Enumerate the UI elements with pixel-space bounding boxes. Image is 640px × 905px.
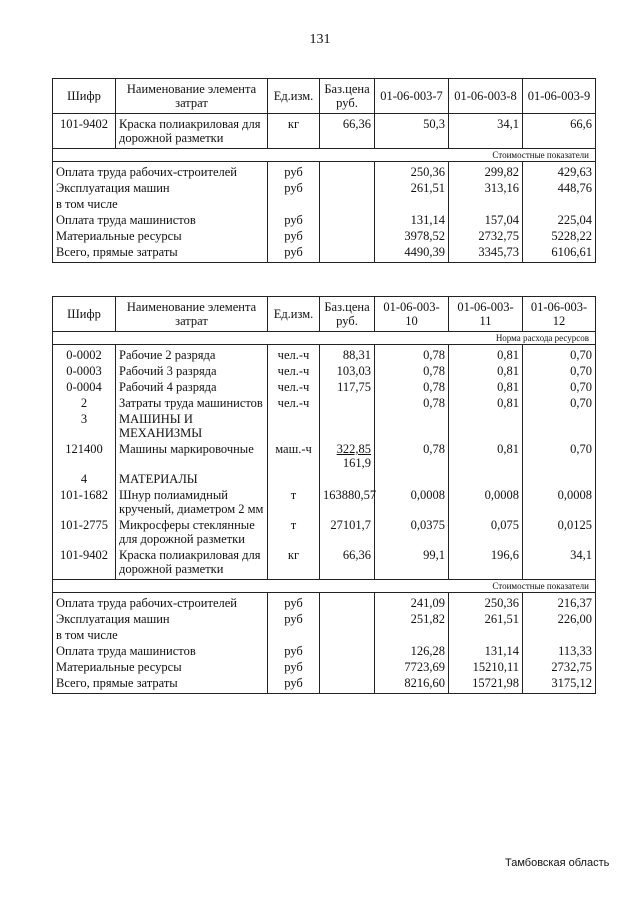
row-value-1: 99,1 <box>375 547 449 580</box>
cost-value-1 <box>375 627 449 643</box>
cost-name: Оплата труда рабочих-строителей <box>53 593 268 612</box>
header-col2: 01-06-003-8 <box>449 79 523 114</box>
cost-row <box>53 228 596 244</box>
cost-unit: руб <box>268 675 320 694</box>
row-value-1: 0,78 <box>375 395 449 411</box>
cost-row <box>53 611 596 627</box>
row-value-2: 0,81 <box>449 363 523 379</box>
row-price <box>320 487 375 517</box>
row-value-3: 34,1 <box>523 547 596 580</box>
cost-name: Материальные ресурсы <box>53 659 268 675</box>
row-value-1 <box>375 411 449 441</box>
cost-value-2: 157,04 <box>449 212 523 228</box>
row-value-2: 34,1 <box>449 114 523 149</box>
cost-value-3: 2732,75 <box>523 659 596 675</box>
row-price-value: 88,31 <box>342 348 371 362</box>
header-unit: Ед.изм. <box>268 79 320 114</box>
cost-price <box>320 643 375 659</box>
row-price <box>320 547 375 580</box>
cost-value-2: 250,36 <box>449 593 523 612</box>
row-code: 0-0002 <box>53 345 116 364</box>
cost-value-2: 313,16 <box>449 180 523 196</box>
cost-value-2: 3345,73 <box>449 244 523 263</box>
section-separator <box>53 149 596 162</box>
row-price-value: 27101,7 <box>330 518 371 532</box>
cost-value-3: 429,63 <box>523 162 596 181</box>
section-label: Стоимостные показатели <box>53 580 596 593</box>
row-price <box>320 411 375 441</box>
cost-row <box>53 212 596 228</box>
cost-unit: руб <box>268 643 320 659</box>
row-unit: т <box>268 487 320 517</box>
cost-price <box>320 659 375 675</box>
header-price: Баз.цена руб. <box>320 297 375 332</box>
row-value-3: 0,0008 <box>523 487 596 517</box>
cost-value-1: 7723,69 <box>375 659 449 675</box>
row-name: МАШИНЫ И МЕХАНИЗМЫ <box>116 411 268 441</box>
row-unit: маш.-ч <box>268 441 320 471</box>
page-number: 131 <box>309 32 331 47</box>
table-row <box>53 411 596 441</box>
section-label: Норма расхода ресурсов <box>53 332 596 345</box>
cost-value-3: 448,76 <box>523 180 596 196</box>
row-unit: чел.-ч <box>268 395 320 411</box>
cost-row <box>53 643 596 659</box>
cost-value-3: 5228,22 <box>523 228 596 244</box>
cost-row <box>53 162 596 181</box>
row-code: 2 <box>53 395 116 411</box>
cost-row <box>53 180 596 196</box>
table-row <box>53 547 596 580</box>
row-price <box>320 345 375 364</box>
row-unit <box>268 411 320 441</box>
cost-value-3: 3175,12 <box>523 675 596 694</box>
row-code: 4 <box>53 471 116 487</box>
header-price: Баз.цена руб. <box>320 79 375 114</box>
cost-price <box>320 627 375 643</box>
cost-name: Эксплуатация машин <box>53 611 268 627</box>
row-value-1 <box>375 471 449 487</box>
cost-value-2 <box>449 196 523 212</box>
row-value-3 <box>523 411 596 441</box>
row-price <box>320 379 375 395</box>
row-code: 121400 <box>53 441 116 471</box>
table-header-row <box>53 297 596 332</box>
cost-row <box>53 659 596 675</box>
row-value-1: 0,0008 <box>375 487 449 517</box>
header-col1: 01-06-003-7 <box>375 79 449 114</box>
row-unit: чел.-ч <box>268 363 320 379</box>
row-price-value: 322,85 <box>336 442 371 456</box>
cost-value-3: 113,33 <box>523 643 596 659</box>
cost-price <box>320 196 375 212</box>
table-row <box>53 379 596 395</box>
header-code: Шифр <box>53 297 116 332</box>
cost-price <box>320 611 375 627</box>
row-value-2: 0,81 <box>449 379 523 395</box>
estimate-table-2 <box>52 296 596 694</box>
cost-value-1: 3978,52 <box>375 228 449 244</box>
row-price <box>320 471 375 487</box>
cost-value-1: 250,36 <box>375 162 449 181</box>
row-code: 3 <box>53 411 116 441</box>
row-price-value: 66,36 <box>342 548 371 562</box>
cost-price <box>320 180 375 196</box>
row-code: 101-9402 <box>53 547 116 580</box>
row-value-3: 66,6 <box>523 114 596 149</box>
cost-row <box>53 675 596 694</box>
row-code: 101-1682 <box>53 487 116 517</box>
row-value-3 <box>523 471 596 487</box>
row-value-1: 0,78 <box>375 379 449 395</box>
cost-unit <box>268 627 320 643</box>
cost-value-3 <box>523 627 596 643</box>
row-value-3: 0,70 <box>523 379 596 395</box>
cost-row <box>53 244 596 263</box>
header-name: Наименование элемента затрат <box>116 79 268 114</box>
cost-value-1: 4490,39 <box>375 244 449 263</box>
row-value-3: 0,70 <box>523 441 596 471</box>
row-value-1: 0,0375 <box>375 517 449 547</box>
cost-unit: руб <box>268 659 320 675</box>
row-unit: кг <box>268 547 320 580</box>
header-col3: 01-06-003-12 <box>523 297 596 332</box>
cost-price <box>320 162 375 181</box>
header-code: Шифр <box>53 79 116 114</box>
cost-value-2: 299,82 <box>449 162 523 181</box>
cost-name: Эксплуатация машин <box>53 180 268 196</box>
row-value-3: 0,70 <box>523 345 596 364</box>
cost-unit: руб <box>268 228 320 244</box>
cost-unit: руб <box>268 212 320 228</box>
table-row <box>53 395 596 411</box>
cost-value-1: 241,09 <box>375 593 449 612</box>
cost-name: Всего, прямые затраты <box>53 675 268 694</box>
cost-price <box>320 244 375 263</box>
row-name: МАТЕРИАЛЫ <box>116 471 268 487</box>
footer-region: Тамбовская область <box>505 857 610 869</box>
cost-value-1: 131,14 <box>375 212 449 228</box>
cost-unit: руб <box>268 180 320 196</box>
row-name: Затраты труда машинистов <box>116 395 268 411</box>
row-price-value: 163880,57 <box>323 488 377 502</box>
header-col3: 01-06-003-9 <box>523 79 596 114</box>
cost-name: Оплата труда машинистов <box>53 212 268 228</box>
row-value-2: 0,81 <box>449 395 523 411</box>
row-unit: т <box>268 517 320 547</box>
row-value-2: 0,81 <box>449 441 523 471</box>
cost-price <box>320 228 375 244</box>
cost-value-2: 15721,98 <box>449 675 523 694</box>
header-name: Наименование элемента затрат <box>116 297 268 332</box>
row-name: Рабочий 3 разряда <box>116 363 268 379</box>
row-price <box>320 395 375 411</box>
row-code: 101-2775 <box>53 517 116 547</box>
cost-value-1: 8216,60 <box>375 675 449 694</box>
row-price-value: 117,75 <box>337 380 371 394</box>
row-name: Рабочий 4 разряда <box>116 379 268 395</box>
row-price <box>320 441 375 471</box>
header-unit: Ед.изм. <box>268 297 320 332</box>
section-separator <box>53 332 596 345</box>
cost-name: Оплата труда машинистов <box>53 643 268 659</box>
row-code: 0-0004 <box>53 379 116 395</box>
cost-name: Всего, прямые затраты <box>53 244 268 263</box>
row-price-value: 103,03 <box>336 364 371 378</box>
cost-value-1: 261,51 <box>375 180 449 196</box>
table-row <box>53 345 596 364</box>
row-unit: кг <box>268 114 320 149</box>
cost-value-3: 216,37 <box>523 593 596 612</box>
cost-price <box>320 212 375 228</box>
section-separator <box>53 580 596 593</box>
cost-unit <box>268 196 320 212</box>
row-name: Микросферы стеклянные для дорожной разметки <box>116 517 268 547</box>
row-value-1: 0,78 <box>375 345 449 364</box>
row-name: Рабочие 2 разряда <box>116 345 268 364</box>
cost-name: в том числе <box>53 627 268 643</box>
cost-unit: руб <box>268 162 320 181</box>
row-value-2 <box>449 471 523 487</box>
row-name: Шнур полиамидный крученый, диаметром 2 мм <box>116 487 268 517</box>
cost-price <box>320 593 375 612</box>
header-col1: 01-06-003-10 <box>375 297 449 332</box>
cost-unit: руб <box>268 611 320 627</box>
cost-row <box>53 593 596 612</box>
cost-value-2: 2732,75 <box>449 228 523 244</box>
row-value-3: 0,0125 <box>523 517 596 547</box>
row-unit: чел.-ч <box>268 345 320 364</box>
row-value-2 <box>449 411 523 441</box>
cost-row <box>53 627 596 643</box>
cost-name: в том числе <box>53 196 268 212</box>
cost-value-3: 6106,61 <box>523 244 596 263</box>
table-header-row <box>53 79 596 114</box>
header-col2: 01-06-003-11 <box>449 297 523 332</box>
estimate-table-1 <box>52 78 596 263</box>
table-row <box>53 487 596 517</box>
table-row <box>53 471 596 487</box>
table-row <box>53 517 596 547</box>
row-name: Краска полиакриловая для дорожной разметки <box>116 547 268 580</box>
row-unit <box>268 471 320 487</box>
row-price: 66,36 <box>320 114 375 149</box>
cost-name: Материальные ресурсы <box>53 228 268 244</box>
cost-unit: руб <box>268 244 320 263</box>
row-name: Машины маркировочные <box>116 441 268 471</box>
cost-value-3: 225,04 <box>523 212 596 228</box>
table-row <box>53 363 596 379</box>
cost-value-1 <box>375 196 449 212</box>
cost-value-1: 251,82 <box>375 611 449 627</box>
row-value-3: 0,70 <box>523 395 596 411</box>
row-price-secondary: 161,9 <box>342 456 371 470</box>
cost-unit: руб <box>268 593 320 612</box>
cost-value-2: 261,51 <box>449 611 523 627</box>
cost-value-3 <box>523 196 596 212</box>
cost-name: Оплата труда рабочих-строителей <box>53 162 268 181</box>
row-value-1: 0,78 <box>375 363 449 379</box>
row-value-2: 0,0008 <box>449 487 523 517</box>
table-row <box>53 441 596 471</box>
row-unit: чел.-ч <box>268 379 320 395</box>
row-value-2: 196,6 <box>449 547 523 580</box>
row-value-1: 50,3 <box>375 114 449 149</box>
row-value-2: 0,075 <box>449 517 523 547</box>
cost-value-2 <box>449 627 523 643</box>
section-label: Стоимостные показатели <box>53 149 596 162</box>
cost-value-1: 126,28 <box>375 643 449 659</box>
row-value-2: 0,81 <box>449 345 523 364</box>
cost-value-2: 131,14 <box>449 643 523 659</box>
row-value-1: 0,78 <box>375 441 449 471</box>
cost-value-2: 15210,11 <box>449 659 523 675</box>
cost-price <box>320 675 375 694</box>
table-row <box>53 114 596 149</box>
cost-row <box>53 196 596 212</box>
row-value-3: 0,70 <box>523 363 596 379</box>
row-code: 0-0003 <box>53 363 116 379</box>
row-price <box>320 363 375 379</box>
row-name: Краска полиакриловая для дорожной разметки <box>116 114 268 149</box>
cost-value-3: 226,00 <box>523 611 596 627</box>
row-code: 101-9402 <box>53 114 116 149</box>
row-price <box>320 517 375 547</box>
